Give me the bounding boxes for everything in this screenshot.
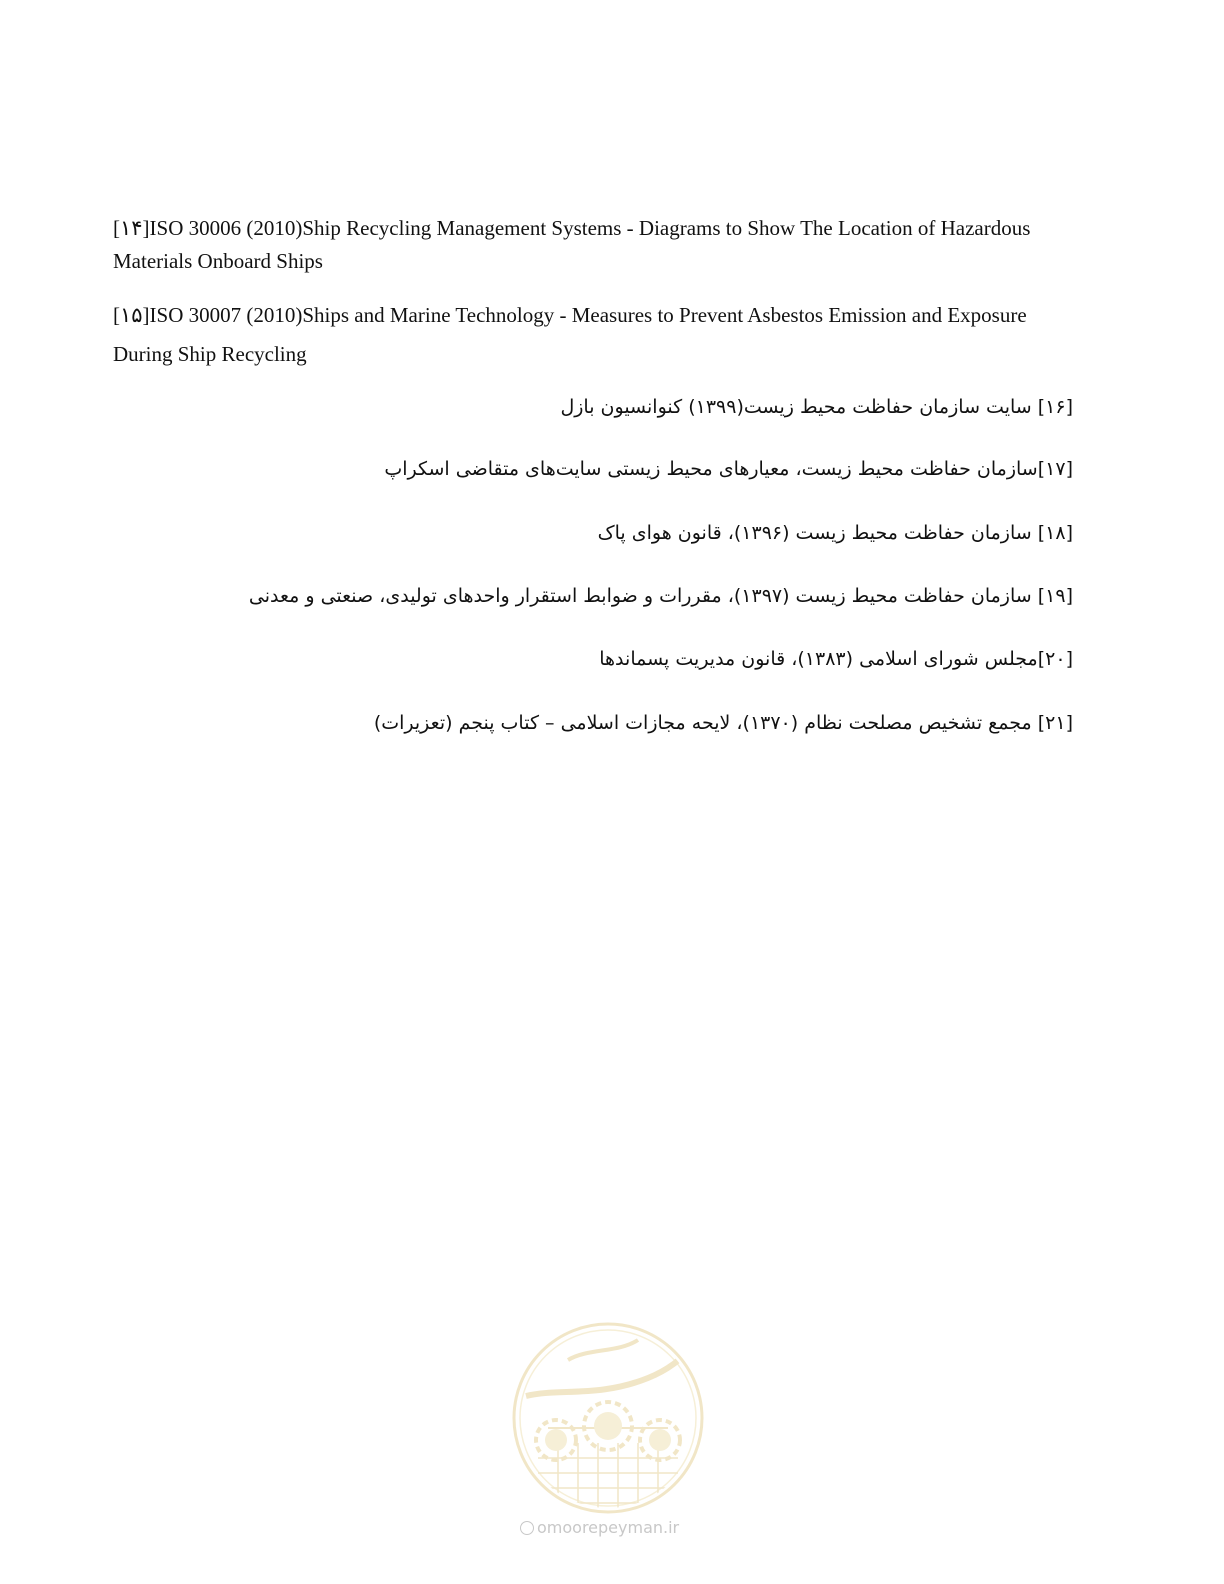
reference-text: مجمع تشخیص مصلحت نظام (۱۳۷۰)، لایحه مجازات اسلامی – کتاب پنجم (تعزیرات): [373, 712, 1038, 734]
watermark-site: [520, 1518, 720, 1537]
reference-text: سایت سازمان حفاظت محیط زیست(۱۳۹۹) کنوانسیون بازل: [560, 396, 1038, 418]
reference-text: مجلس شورای اسلامی (۱۳۸۳)، قانون مدیریت پسماندها: [599, 648, 1038, 670]
reference-text: سازمان حفاظت محیط زیست (۱۳۹۷)، مقررات و ضوابط استقرار واحدهای تولیدی، صنعتی و معدنی: [248, 585, 1038, 607]
globe-icon: [520, 1521, 534, 1535]
reference-17: [113, 454, 1073, 484]
watermark-logo: [508, 1318, 708, 1518]
reference-marker: [۲۰]: [1037, 648, 1073, 670]
reference-15: [113, 296, 1073, 374]
watermark-site-text: omoorepeyman.ir: [537, 1518, 680, 1537]
reference-19: [113, 581, 1073, 611]
reference-marker: [۱۸]: [1037, 522, 1073, 544]
reference-marker: [۲۱]: [1037, 712, 1073, 734]
reference-marker: [۱۷]: [1037, 458, 1073, 480]
reference-marker: [۱۹]: [1037, 585, 1073, 607]
reference-text: ISO 30006 (2010)Ship Recycling Management Systems - Diagrams to Show The Location of Hazardous Materials Onboard Ships: [113, 216, 1031, 273]
reference-21: [113, 708, 1073, 738]
reference-text: سازمان حفاظت محیط زیست، معیارهای محیط زیستی سایت‌های متقاضی اسکراپ: [384, 458, 1038, 480]
reference-20: [113, 644, 1073, 674]
logo-emblem-icon: [508, 1318, 708, 1518]
reference-marker: [۱۶]: [1037, 396, 1073, 418]
reference-marker: [۱۴]: [113, 216, 150, 240]
reference-16: [113, 392, 1073, 422]
reference-14: [113, 212, 1073, 278]
reference-18: [113, 518, 1073, 548]
reference-marker: [۱۵]: [113, 303, 150, 327]
reference-text: ISO 30007 (2010)Ships and Marine Technology - Measures to Prevent Asbestos Emission and Exposure During Ship Recycling: [113, 303, 1027, 366]
reference-text: سازمان حفاظت محیط زیست (۱۳۹۶)، قانون هوای پاک: [597, 522, 1038, 544]
